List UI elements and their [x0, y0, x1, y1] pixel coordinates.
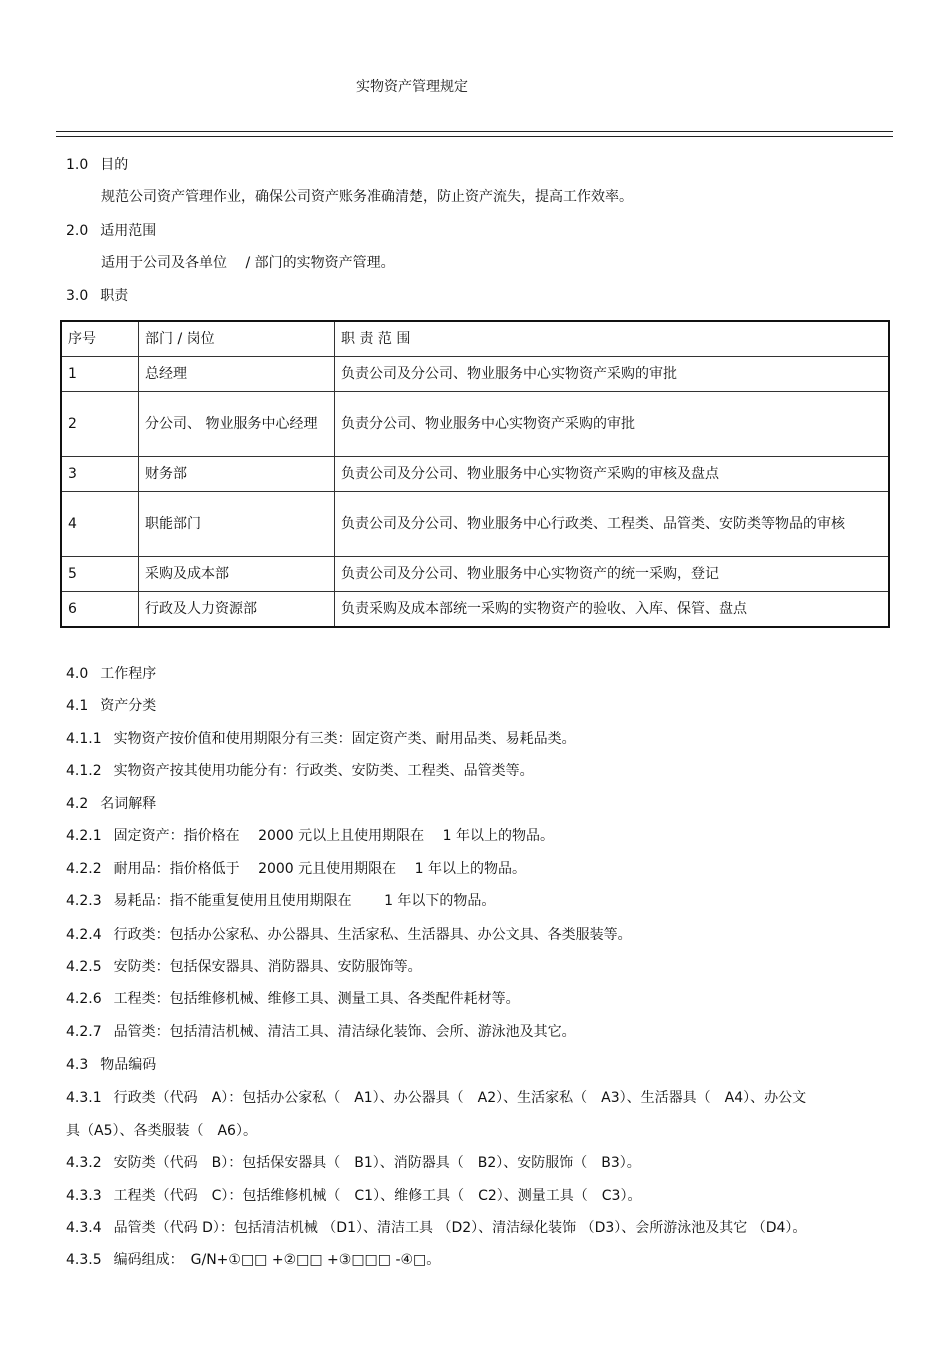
clause-4-2-1 [66, 827, 554, 845]
section-number: 2.0 [66, 223, 89, 239]
section-1-body: 规范公司资产管理作业，确保公司资产账务准确清楚，防止资产流失，提高工作效率。 [101, 189, 633, 205]
clause-4-3-2 [66, 1154, 641, 1172]
section-number: 4.0 [66, 666, 89, 682]
table-row [61, 457, 889, 492]
clause-number: 4.2.1 [66, 828, 102, 844]
clause-4-3-5 [66, 1251, 440, 1269]
cell-scope: 负责分公司、物业服务中心实物资产采购的审批 [335, 392, 890, 457]
clause-4-3-3 [66, 1187, 641, 1205]
clause-text: 行政类：包括办公家私、办公器具、生活家私、生活器具、办公文具、各类服装等。 [113, 927, 632, 943]
clause-number: 4.2.7 [66, 1024, 102, 1040]
section-number: 1.0 [66, 157, 89, 173]
cell-scope: 负责公司及分公司、物业服务中心实物资产采购的审核及盘点 [335, 457, 890, 492]
header-cell-no: 序号 [61, 321, 139, 357]
section-number: 4.3 [66, 1057, 89, 1073]
cell-no: 2 [61, 392, 139, 457]
cell-dept: 总经理 [139, 357, 335, 392]
cell-dept: 分公司、 物业服务中心经理 [145, 416, 318, 432]
table-header-row [61, 321, 889, 357]
clause-number: 4.2.6 [66, 991, 102, 1007]
section-title: 职责 [100, 288, 129, 304]
section-4-1-heading [66, 697, 156, 715]
section-1-heading [66, 156, 128, 174]
clause-number: 4.1.1 [66, 731, 102, 747]
cell-dept: 采购及成本部 [139, 557, 335, 592]
clause-4-2-7 [66, 1023, 576, 1041]
clause-4-2-4 [66, 926, 632, 944]
clause-number: 4.2.5 [66, 959, 102, 975]
clause-number: 4.1.2 [66, 763, 102, 779]
section-title: 资产分类 [100, 698, 157, 714]
section-3-heading [66, 287, 128, 305]
table-row [61, 357, 889, 392]
cell-scope: 负责公司及分公司、物业服务中心实物资产的统一采购，登记 [335, 557, 890, 592]
table-row [61, 592, 889, 628]
section-4-heading [66, 665, 156, 683]
clause-4-3-4 [66, 1219, 806, 1237]
clause-4-2-2 [66, 860, 526, 878]
section-number: 4.1 [66, 698, 89, 714]
section-title: 名词解释 [100, 796, 157, 812]
clause-number: 4.3.2 [66, 1155, 102, 1171]
clause-number: 4.3.3 [66, 1188, 102, 1204]
header-rule-bottom [56, 136, 893, 137]
cell-scope-wrap [335, 492, 890, 557]
clause-text: 编码组成： G/N+①□□ +②□□ +③□□□ -④□。 [113, 1252, 441, 1268]
section-2-heading [66, 222, 156, 240]
clause-number: 4.3.4 [66, 1220, 102, 1236]
cell-dept-wrap [139, 392, 335, 457]
clause-text: 品管类：包括清洁机械、清洁工具、清洁绿化装饰、会所、游泳池及其它。 [113, 1024, 576, 1040]
clause-4-2-6 [66, 990, 520, 1008]
clause-text: 工程类（代码 C）：包括维修机械（ C1）、维修工具（ C2）、测量工具（ C3）。 [113, 1188, 642, 1204]
cell-dept: 职能部门 [139, 492, 335, 557]
cell-scope: 负责公司及分公司、物业服务中心实物资产采购的审批 [335, 357, 890, 392]
clause-4-1-1 [66, 730, 576, 748]
section-4-2-heading [66, 795, 156, 813]
clause-4-3-1 [66, 1089, 806, 1107]
section-title: 物品编码 [100, 1057, 157, 1073]
clause-text: 安防类：包括保安器具、消防器具、安防服饰等。 [113, 959, 422, 975]
cell-scope: 负责公司及分公司、物业服务中心行政类、工程类、品管类、安防类等物品的审核 [341, 516, 845, 532]
clause-text: 工程类：包括维修机械、维修工具、测量工具、各类配件耗材等。 [113, 991, 520, 1007]
header-rule-top [56, 131, 893, 132]
cell-dept: 行政及人力资源部 [139, 592, 335, 628]
header-cell-scope: 职 责 范 围 [335, 321, 890, 357]
cell-dept: 财务部 [139, 457, 335, 492]
clause-number: 4.2.2 [66, 861, 102, 877]
clause-4-3-1-continued: 具（A5）、各类服装（ A6）。 [66, 1123, 257, 1139]
clause-4-2-5 [66, 958, 422, 976]
table-row [61, 492, 889, 557]
cell-no: 1 [61, 357, 139, 392]
section-number: 4.2 [66, 796, 89, 812]
section-4-3-heading [66, 1056, 156, 1074]
cell-no: 5 [61, 557, 139, 592]
section-title: 适用范围 [100, 223, 157, 239]
section-2-body: 适用于公司及各单位 / 部门的实物资产管理。 [101, 255, 395, 271]
section-title: 目的 [100, 157, 129, 173]
section-number: 3.0 [66, 288, 89, 304]
header-cell-dept: 部门 / 岗位 [139, 321, 335, 357]
cell-scope: 负责采购及成本部统一采购的实物资产的验收、入库、保管、盘点 [335, 592, 890, 628]
responsibility-table [60, 320, 890, 628]
clause-text: 固定资产：指价格在 2000 元以上且使用期限在 1 年以上的物品。 [113, 828, 554, 844]
cell-no: 4 [61, 492, 139, 557]
clause-number: 4.3.5 [66, 1252, 102, 1268]
section-title: 工作程序 [100, 666, 157, 682]
clause-text: 耐用品：指价格低于 2000 元且使用期限在 1 年以上的物品。 [113, 861, 526, 877]
clause-text: 品管类（代码 D）：包括清洁机械 （D1）、清洁工具 （D2）、清洁绿化装饰 （D3）、会所游泳池及其它 （D4）。 [113, 1220, 807, 1236]
cell-no: 3 [61, 457, 139, 492]
clause-number: 4.2.3 [66, 893, 102, 909]
table-row [61, 557, 889, 592]
clause-4-2-3 [66, 892, 495, 910]
clause-text: 行政类（代码 A）：包括办公家私（ A1）、办公器具（ A2）、生活家私（ A3）、生活器具（ A4）、办公文 [113, 1090, 807, 1106]
document-title: 实物资产管理规定 [356, 79, 468, 95]
clause-number: 4.3.1 [66, 1090, 102, 1106]
clause-text: 安防类（代码 B）：包括保安器具（ B1）、消防器具（ B2）、安防服饰（ B3）。 [113, 1155, 641, 1171]
table-row [61, 392, 889, 457]
clause-number: 4.2.4 [66, 927, 102, 943]
clause-text: 易耗品：指不能重复使用且使用期限在 1 年以下的物品。 [113, 893, 496, 909]
clause-text: 实物资产按价值和使用期限分有三类：固定资产类、耐用品类、易耗品类。 [113, 731, 576, 747]
clause-4-1-2 [66, 762, 534, 780]
cell-no: 6 [61, 592, 139, 628]
clause-text: 实物资产按其使用功能分有：行政类、安防类、工程类、品管类等。 [113, 763, 534, 779]
